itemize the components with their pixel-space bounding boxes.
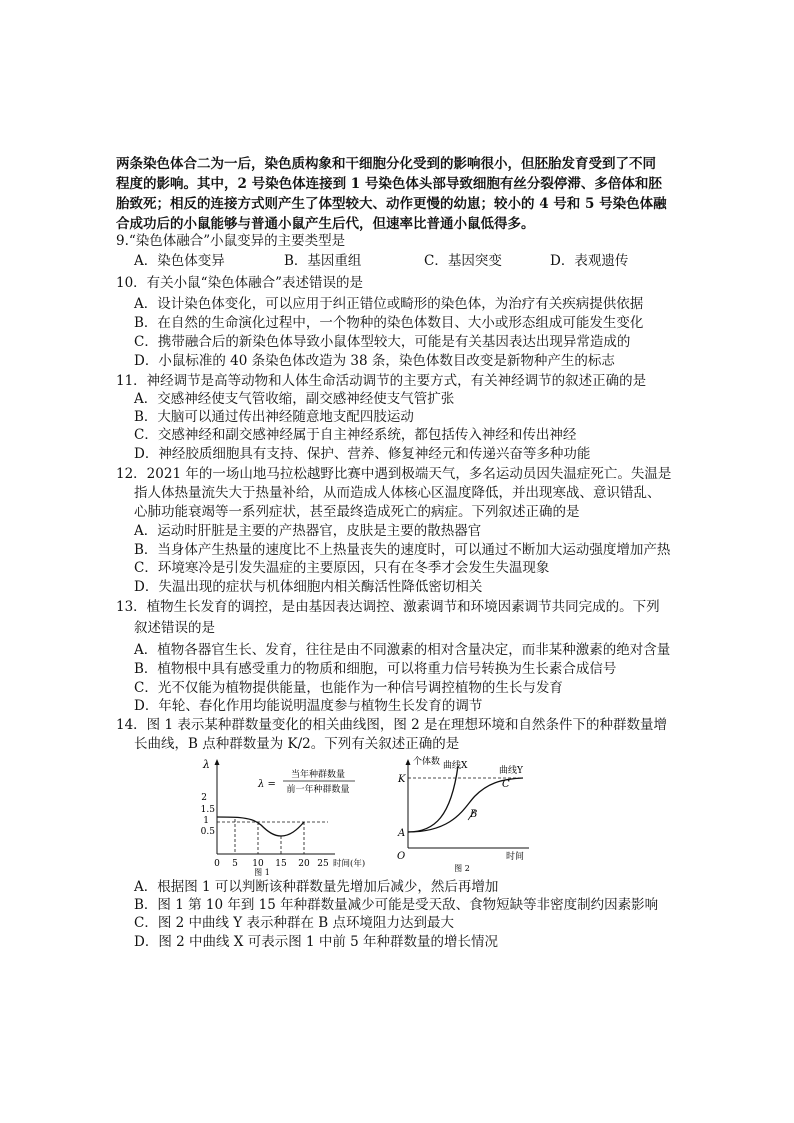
fig2-x-label: 时间	[506, 852, 525, 862]
passage-line: 程度的影响。其中，2 号染色体连接到 1 号染色体头部导致细胞有丝分裂停滞、多倍体和胚	[116, 176, 662, 192]
fig1-y-tick: 1	[203, 816, 209, 826]
fig1-x-tick: 5	[232, 859, 238, 869]
fig1-y-arrow	[215, 759, 220, 765]
fig2-y-label: 个体数	[413, 757, 441, 767]
q12-option-d[interactable]: D．失温出现的症状与机体细胞内相关酶活性降低密切相关	[134, 579, 483, 595]
figure-1	[201, 758, 365, 876]
fig2-point-c: C	[502, 779, 510, 790]
fig1-x-tick: 25	[317, 859, 329, 869]
fig2-point-a: A	[398, 828, 406, 839]
fig2-curve-x-label: 曲线X	[443, 761, 468, 771]
q14-option-b[interactable]: B．图 1 第 10 年到 15 年种群数量减少可能是受天敌、食物短缺等非密度制约因素影响	[134, 897, 659, 913]
question-13-stem-line-2: 叙述错误的是	[134, 620, 215, 636]
fig1-y-label: λ	[203, 758, 210, 771]
fig2-curve-y-label: 曲线Y	[499, 766, 523, 776]
question-13-stem-line-1: 13．植物生长发育的调控，是由基因表达调控、激素调节和环境因素调节共同完成的。下列	[116, 599, 660, 615]
figures	[195, 756, 545, 876]
q10-option-a[interactable]: A．设计染色体变化，可以应用于纠正错位或畸形的染色体，为治疗有关疾病提供依据	[134, 296, 644, 312]
fig1-formula-numerator: 当年种群数量	[290, 770, 346, 780]
fig1-formula-denominator: 前一年种群数量	[286, 785, 350, 795]
q10-option-b[interactable]: B．在自然的生命演化过程中，一个物种的染色体数目、大小或形态组成可能发生变化	[134, 315, 644, 331]
q11-option-d[interactable]: D．神经胶质细胞具有支持、保护、营养、修复神经元和传递兴奋等多种功能	[134, 446, 591, 462]
fig1-x-tick: 10	[252, 859, 264, 869]
fig1-formula-lhs: λ =	[258, 779, 276, 790]
q12-option-c[interactable]: C．环境寒冷是引发失温症的主要原因，只有在冬季才会发生失温现象	[134, 560, 550, 576]
q9-option-c[interactable]: C．基因突变	[424, 253, 502, 269]
q9-option-b[interactable]: B．基因重组	[284, 253, 362, 269]
q11-option-b[interactable]: B．大脑可以通过传出神经随意地支配四肢运动	[134, 409, 414, 425]
passage-line: 合成功后的小鼠能够与普通小鼠产生后代，但速率比普通小鼠低得多。	[116, 216, 535, 232]
fig2-point-b: B	[470, 809, 478, 820]
q10-option-d[interactable]: D．小鼠标准的 40 条染色体改造为 38 条，染色体数目改变是新物种产生的标志	[134, 353, 615, 369]
fig2-curve-x	[408, 766, 458, 832]
q14-option-c[interactable]: C．图 2 中曲线 Y 表示种群在 B 点环境阻力达到最大	[134, 915, 454, 931]
fig1-x-tick: 0	[214, 859, 220, 869]
fig2-origin: O	[397, 851, 406, 862]
figure-2	[397, 756, 529, 873]
q14-option-d[interactable]: D．图 2 中曲线 X 可表示图 1 中前 5 年种群数量的增长情况	[134, 934, 499, 950]
passage-line: 两条染色体合二为一后，染色质构象和干细胞分化受到的影响很小，但胚胎发育受到了不同	[116, 156, 656, 172]
fig1-lambda-curve	[217, 817, 304, 836]
q10-option-c[interactable]: C．携带融合后的新染色体导致小鼠体型较大，可能是有关基因表达出现异常造成的	[134, 334, 631, 350]
fig1-x-tick: 15	[275, 859, 287, 869]
q11-option-c[interactable]: C．交感神经和副交感神经属于自主神经系统，都包括传入神经和传出神经	[134, 427, 577, 443]
fig1-x-tick: 20	[298, 859, 310, 869]
passage-line: 胎致死；相反的连接方式则产生了体型较大、动作更慢的幼崽；较小的 4 号和 5 号染色体融	[116, 196, 667, 212]
q9-option-a[interactable]: A．染色体变异	[134, 253, 225, 269]
fig1-y-tick: 1.5	[200, 805, 215, 815]
q13-option-b[interactable]: B．植物根中具有感受重力的物质和细胞，可以将重力信号转换为生长素合成信号	[134, 661, 617, 677]
question-14-stem-line-1: 14．图 1 表示某种群数量变化的相关曲线图，图 2 是在理想环境和自然条件下的种群数量增	[116, 717, 668, 733]
q13-option-c[interactable]: C．光不仅能为植物提供能量，也能作为一种信号调控植物的生长与发育	[134, 680, 563, 696]
reading-passage	[116, 154, 682, 234]
q9-option-d[interactable]: D．表观遗传	[550, 253, 629, 269]
question-12-stem-line-2: 指人体热量流失大于热量补给，从而造成人体核心区温度降低，并出现寒战、意识错乱、	[134, 485, 661, 501]
question-14-stem-line-2: 长曲线，B 点种群数量为 K/2。下列有关叙述正确的是	[134, 736, 460, 752]
question-9-stem: 9.“染色体融合”小鼠变异的主要类型是	[116, 233, 346, 249]
question-12-stem-line-3: 心肺功能衰竭等一系列症状，甚至最终造成死亡的病症。下列叙述正确的是	[134, 504, 580, 520]
q13-option-d[interactable]: D．年轮、春化作用均能说明温度参与植物生长发育的调节	[134, 698, 483, 714]
fig2-caption: 图 2	[454, 864, 470, 873]
question-12-stem-line-1: 12．2021 年的一场山地马拉松越野比赛中遇到极端天气，多名运动员因失温症死亡。失温是	[116, 466, 672, 482]
fig1-y-tick: 0.5	[200, 827, 215, 837]
question-10-stem: 10．有关小鼠“染色体融合”表述错误的是	[116, 275, 363, 291]
q12-option-a[interactable]: A．运动时肝脏是主要的产热器官，皮肤是主要的散热器官	[134, 523, 482, 539]
fig2-y-arrow	[406, 759, 411, 765]
question-11-stem: 11．神经调节是高等动物和人体生命活动调节的主要方式，有关神经调节的叙述正确的是	[116, 373, 647, 389]
fig1-y-tick: 2	[201, 793, 207, 803]
q11-option-a[interactable]: A．交感神经使支气管收缩，副交感神经使支气管扩张	[134, 391, 455, 407]
q12-option-b[interactable]: B．当身体产生热量的速度比不上热量丧失的速度时，可以通过不断加大运动强度增加产热	[134, 542, 671, 558]
fig1-caption: 图 1	[254, 868, 270, 876]
q14-option-a[interactable]: A．根据图 1 可以判断该种群数量先增加后减少，然后再增加	[134, 879, 499, 895]
fig2-point-k: K	[398, 774, 406, 785]
q13-option-a[interactable]: A．植物各器官生长、发育，往往是由不同激素的相对含量决定，而非某种激素的绝对含量	[134, 642, 671, 658]
fig1-x-label: 时间(年)	[333, 859, 366, 869]
